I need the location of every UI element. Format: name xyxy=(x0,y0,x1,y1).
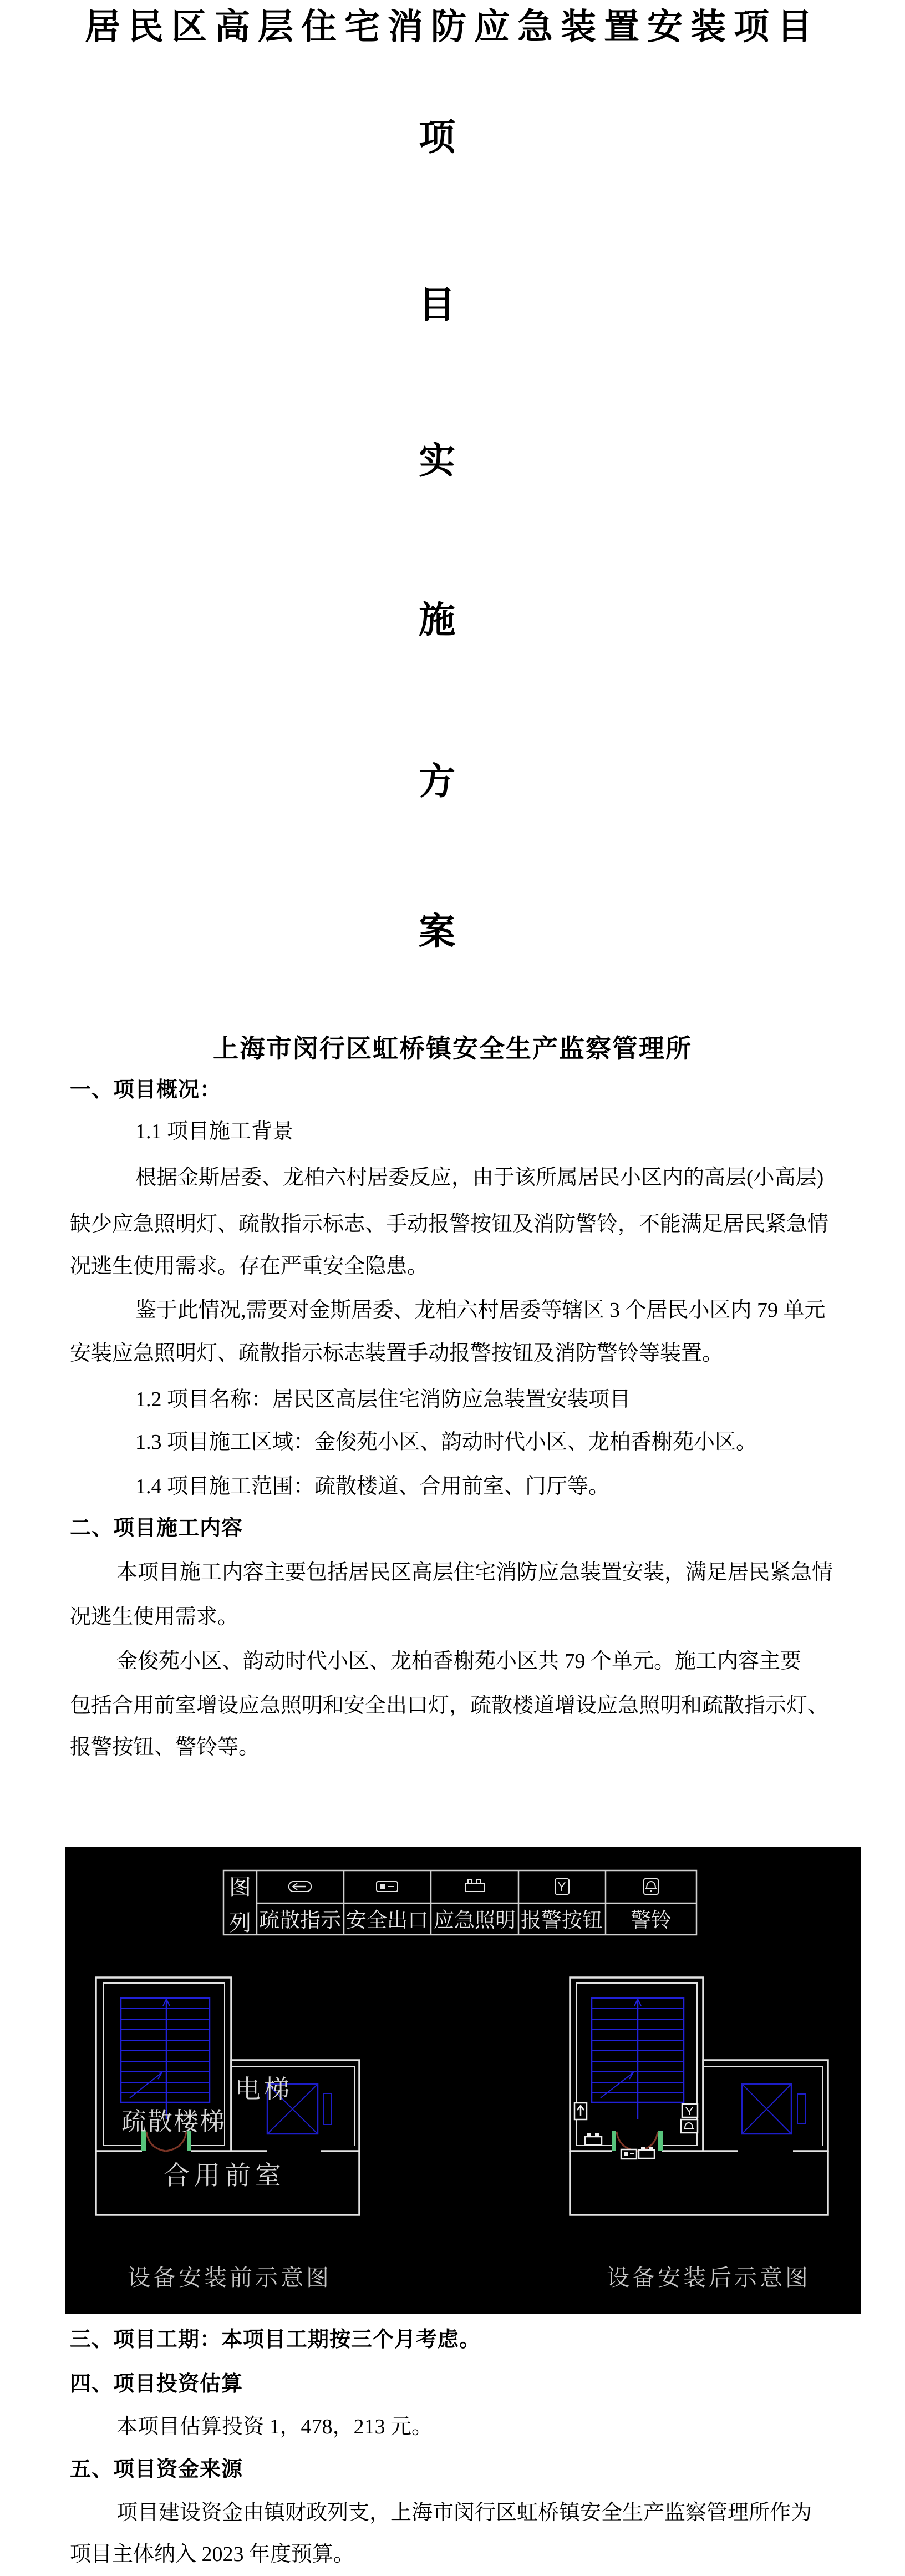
legend-label: 警铃 xyxy=(631,1909,672,1931)
alarm-button-icon xyxy=(682,2104,698,2117)
stairs-label: 疏散楼梯 xyxy=(121,2107,226,2136)
floorplan-after xyxy=(570,1977,828,2215)
text-line: 项目建设资金由镇财政列支，上海市闵行区虹桥镇安全生产监察管理所作为 xyxy=(116,2501,812,2524)
text-line: 况逃生使用需求。 xyxy=(70,1605,239,1629)
elevator-door-opening xyxy=(738,2147,793,2156)
stairs xyxy=(592,1998,684,2119)
vertical-title-char: 项 xyxy=(419,118,455,158)
alarm-button-icon xyxy=(555,1879,569,1894)
text-line: 况逃生使用需求。存在严重安全隐患。 xyxy=(70,1255,429,1278)
legend-label: 报警按钮 xyxy=(521,1909,603,1931)
section-3-heading: 三、项目工期：本项目工期按三个月考虑。 xyxy=(70,2328,481,2351)
elevator-car xyxy=(742,2084,805,2134)
vertical-title-char: 实 xyxy=(419,441,455,481)
alarm-bell-icon xyxy=(644,1879,658,1894)
text-line: 金俊苑小区、韵动时代小区、龙柏香榭苑小区共 79 个单元。施工内容主要 xyxy=(116,1650,802,1673)
legend-label: 疏散指示 xyxy=(259,1909,341,1931)
floorplan-figure xyxy=(65,1847,861,2314)
investment-line: 本项目估算投资 1，478，213 元。 xyxy=(116,2415,433,2438)
clause-1-4-line: 1.4 项目施工范围：疏散楼道、合用前室、门厅等。 xyxy=(135,1475,610,1498)
caption-before: 设备安装前示意图 xyxy=(128,2265,332,2290)
organization-name: 上海市闵行区虹桥镇安全生产监察管理所 xyxy=(213,1035,692,1063)
elevator-door-opening xyxy=(267,2147,321,2156)
door-jamb xyxy=(658,2131,663,2151)
text-line: 包括合用前室增设应急照明和安全出口灯，疏散楼道增设应急照明和疏散指示灯、 xyxy=(70,1694,829,1717)
text-line: 缺少应急照明灯、疏散指示标志、手动报警按钮及消防警铃，不能满足居民紧急情 xyxy=(70,1213,829,1236)
vertical-title-char: 施 xyxy=(419,600,455,641)
clause-1-1-heading: 1.1 项目施工背景 xyxy=(135,1120,294,1143)
section-2-heading: 二、项目施工内容 xyxy=(70,1517,243,1540)
legend-label: 应急照明 xyxy=(434,1909,516,1931)
text-line: 安装应急照明灯、疏散指示标志装置手动报警按钮及消防警铃等装置。 xyxy=(70,1342,724,1365)
text-line: 本项目施工内容主要包括居民区高层住宅消防应急装置安装，满足居民紧急情 xyxy=(116,1561,833,1584)
caption-after: 设备安装后示意图 xyxy=(607,2265,811,2290)
text-line: 鉴于此情况,需要对金斯居委、龙柏六村居委等辖区 3 个居民小区内 79 单元 xyxy=(135,1299,826,1322)
text-line: 根据金斯居委、龙柏六村居委反应，由于该所属居民小区内的高层(小高层) xyxy=(135,1166,824,1189)
exit-sign-icon xyxy=(621,2149,637,2159)
legend-header-char: 列 xyxy=(229,1911,251,1935)
elevator-label: 电梯 xyxy=(235,2075,293,2103)
legend-header-char: 图 xyxy=(229,1875,251,1900)
legend-label: 安全出口 xyxy=(346,1909,428,1931)
vertical-title-char: 方 xyxy=(419,762,455,802)
section-1-heading: 一、项目概况： xyxy=(70,1078,222,1102)
section-4-heading: 四、项目投资估算 xyxy=(70,2372,243,2396)
section-5-heading: 五、项目资金来源 xyxy=(70,2458,243,2481)
floorplan-before xyxy=(96,1977,359,2215)
evacuation-sign-icon xyxy=(289,1882,311,1892)
vertical-title-char: 目 xyxy=(419,285,455,326)
lobby-label: 合用前室 xyxy=(164,2161,286,2190)
clause-1-2-line: 1.2 项目名称：居民区高层住宅消防应急装置安装项目 xyxy=(135,1388,631,1411)
emergency-light-icon xyxy=(585,2133,602,2145)
stairs xyxy=(121,1998,210,2119)
alarm-bell-icon xyxy=(681,2119,698,2133)
document-title: 居民区高层住宅消防应急装置安装项目 xyxy=(85,7,820,47)
door-jamb xyxy=(612,2131,616,2151)
emergency-light-icon xyxy=(465,1880,484,1892)
text-line: 报警按钮、警铃等。 xyxy=(70,1736,260,1759)
exit-sign-icon xyxy=(574,2103,587,2119)
vertical-title-char: 案 xyxy=(419,912,455,952)
exit-sign-icon xyxy=(377,1882,398,1892)
text-line: 项目主体纳入 2023 年度预算。 xyxy=(70,2543,355,2566)
clause-1-3-line: 1.3 项目施工区域：金俊苑小区、韵动时代小区、龙柏香榭苑小区。 xyxy=(135,1431,757,1454)
